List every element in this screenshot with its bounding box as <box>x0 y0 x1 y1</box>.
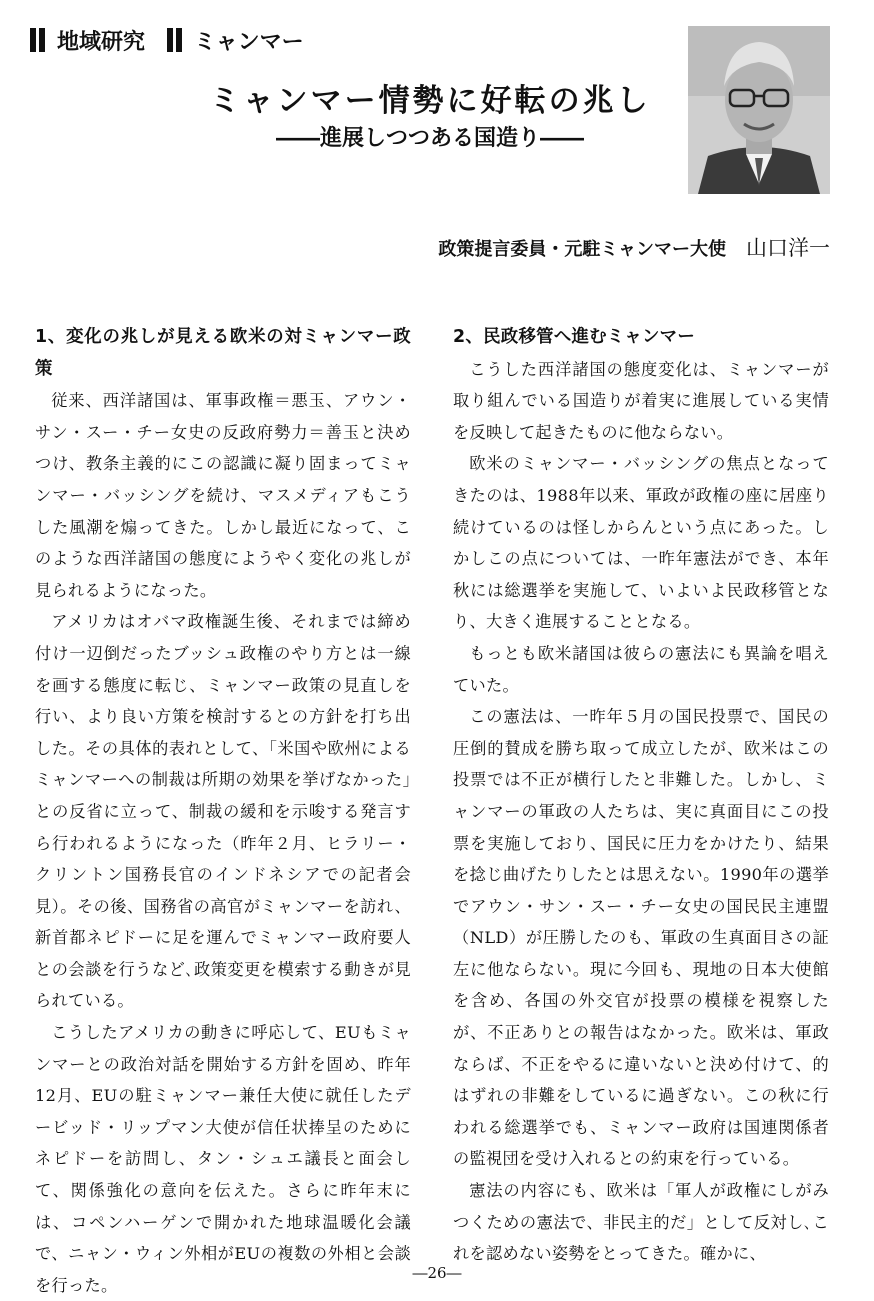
section-marker-bar <box>39 28 45 52</box>
author-role: 政策提言委員・元駐ミャンマー大使 <box>438 239 726 260</box>
right-column <box>453 322 829 1270</box>
section-1-heading: 1、変化の兆しが見える欧米の対ミャンマー政策 <box>35 327 411 379</box>
paragraph: こうした西洋諸国の態度変化は、ミャンマーが取り組んでいる国造りが着実に進展している実情を反映して起きたものに他ならない。 <box>453 359 829 442</box>
section-2-heading: 2、民政移管へ進むミャンマー <box>453 327 696 347</box>
article-title: ミャンマー情勢に好転の兆し <box>209 83 651 119</box>
title-block <box>170 82 690 154</box>
author-name: 山口洋一 <box>746 236 830 260</box>
paragraph: 欧米のミャンマー・バッシングの焦点となってきたのは、1988年以来、軍政が政権の座に居座り続けているのは怪しからんという点にあった。しかしこの点については、一昨年憲法ができ、本年秋には総選挙を実施して、いよいよ民政移管となり、大きく進展することとなる。 <box>453 454 829 632</box>
author-byline <box>438 232 830 262</box>
region-label: ミャンマー <box>194 29 304 55</box>
author-portrait-image <box>688 26 830 194</box>
page-number: ―26― <box>412 1264 462 1282</box>
article-subtitle: ――進展しつつある国造り―― <box>275 125 584 151</box>
section-marker-bar <box>30 28 36 52</box>
category-label: 地域研究 <box>57 29 146 55</box>
author-photo <box>688 26 830 194</box>
section-marker-bar <box>176 28 182 52</box>
left-column <box>35 322 411 1301</box>
paragraph: 憲法の内容にも、欧米は「軍人が政権にしがみつくための憲法で、非民主的だ」として反対し､これを認めない姿勢をとってきた。確かに、 <box>453 1181 829 1264</box>
paragraph: もっとも欧米諸国は彼らの憲法にも異論を唱えていた。 <box>453 643 829 695</box>
section-marker-bar <box>167 28 173 52</box>
paragraph: アメリカはオバマ政権誕生後、それまでは締め付け一辺倒だったブッシュ政権のやり方とは一線を画する態度に転じ、ミャンマー政策の見直しを行い、より良い方策を検討するとの方針を打ち出した。その具体的表れとして、「米国や欧州によるミャンマーへの制裁は所期の効果を挙げなかった」との反省に立って、制裁の緩和を示唆する発言すら行われるようになった（昨年２月、ヒラリー・クリントン国務長官のインドネシアでの記者会見）。その後、国務省の高官がミャンマーを訪れ、新首都ネピドーに足を運んでミャンマー政府要人との会談を行うなど､政策変更を模索する動きが見られている。 <box>35 612 411 1011</box>
paragraph: この憲法は、一昨年５月の国民投票で、国民の圧倒的賛成を勝ち取って成立したが、欧米はこの投票では不正が横行したと非難した。しかし、ミャンマーの軍政の人たちは、実に真面目にこの投票を実施しており、国民に圧力をかけたり、結果を捻じ曲げたりしたとは思えない。1990年の選挙でアウン・サン・スー・チー女史の国民民主連盟（NLD）が圧勝したのも、軍政の生真面目さの証左に他ならない。現に今回も、現地の日本大使館を含め、各国の外交官が投票の模様を視察したが、不正ありとの報告はなかった。欧米は、軍政ならば、不正をやるに違いないと決め付けて、的はずれの非難をしているに過ぎない。この秋に行われる総選挙でも、ミャンマー政府は国連関係者の監視団を受け入れるとの約束を行っている。 <box>453 707 829 1169</box>
paragraph: こうしたアメリカの動きに呼応して、EUもミャンマーとの政治対話を開始する方針を固め、昨年12月、EUの駐ミャンマー兼任大使に就任したデービッド・リップマン大使が信任状捧呈のためにネピドーを訪問し、タン・シュエ議長と面会して、関係強化の意向を伝えた。さらに昨年末には、コペンハーゲンで開かれた地球温暖化会議で、ニャン・ウィン外相がEUの複数の外相と会談を行った。 <box>35 1023 411 1295</box>
section-label <box>30 22 304 58</box>
paragraph: 従来、西洋諸国は、軍事政権＝悪玉、アウン・サン・スー・チー女史の反政府勢力＝善玉と決めつけ、教条主義的にこの認識に凝り固まってミャンマー・バッシングを続け、マスメディアもこうした風潮を煽ってきた。しかし最近になって、このような西洋諸国の態度にようやく変化の兆しが見られるようになった。 <box>35 391 411 600</box>
